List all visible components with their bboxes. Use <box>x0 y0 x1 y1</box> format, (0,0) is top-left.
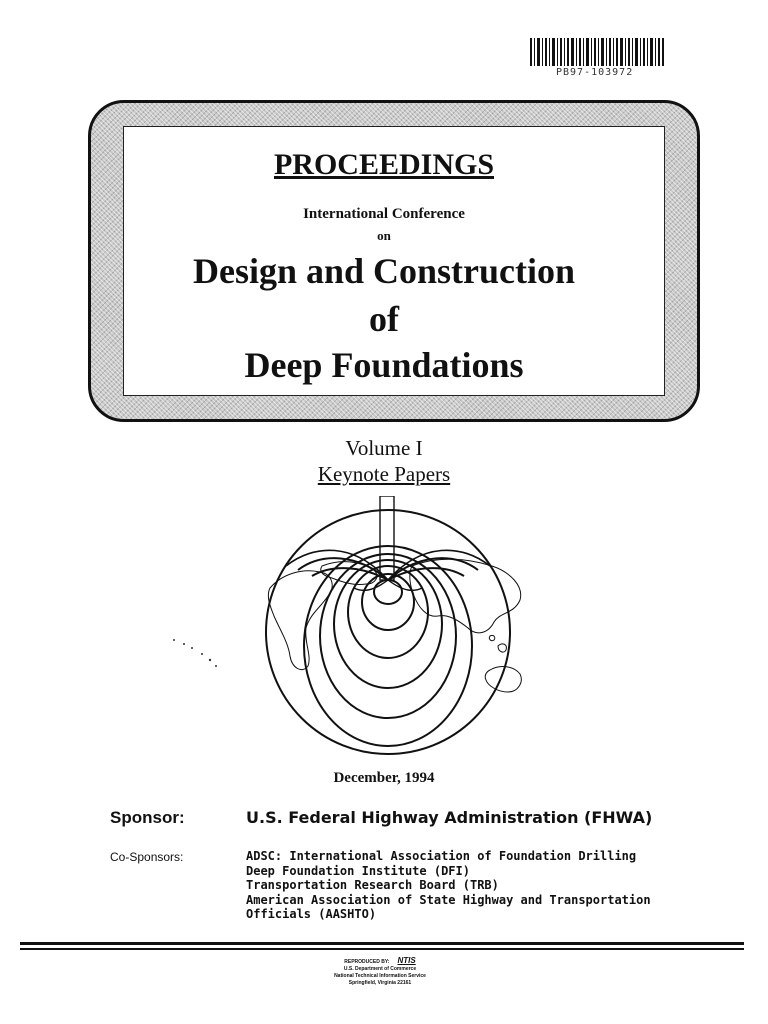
conference-line: International Conference <box>303 206 465 222</box>
title-line-2: of <box>369 299 399 339</box>
footer-rule-thin <box>20 948 744 950</box>
proceedings-heading: PROCEEDINGS <box>273 148 495 181</box>
scan-specks <box>170 636 230 672</box>
co-sponsor-line: American Association of State Highway and Transportation <box>246 892 651 907</box>
barcode-number: PB97-103972 <box>556 67 634 78</box>
co-sponsor-line: Deep Foundation Institute (DFI) <box>246 863 470 878</box>
co-sponsor-line: Officials (AASHTO) <box>246 907 377 921</box>
sponsor-label: Sponsor: <box>110 808 185 827</box>
island-2 <box>489 635 494 640</box>
co-sponsor-line: ADSC: International Association of Foundation Drilling <box>246 849 637 863</box>
reproduced-by-label: REPRODUCED BY: <box>344 959 390 965</box>
reproduction-notice <box>300 957 460 987</box>
title-line-1: Design and Construction <box>192 251 576 291</box>
title-line-3: Deep Foundations <box>244 345 524 385</box>
repro-line-3: Springfield, Virginia 22161 <box>348 980 412 986</box>
co-sponsors-list <box>246 849 651 922</box>
publication-date: December, 1994 <box>333 770 435 786</box>
sponsor-name: U.S. Federal Highway Administration (FHWA) <box>246 808 653 827</box>
island-1 <box>498 644 506 652</box>
ntis-logo: NTIS <box>397 956 416 965</box>
volume-subtitle: Keynote Papers <box>317 462 451 486</box>
volume-number: Volume I <box>345 436 423 460</box>
globe-logo <box>262 496 530 758</box>
barcode <box>530 38 666 66</box>
repro-line-2: National Technical Information Service <box>334 973 426 979</box>
co-sponsor-line: Transportation Research Board (TRB) <box>246 878 499 892</box>
on-line: on <box>377 228 391 243</box>
repro-line-1: U.S. Department of Commerce <box>343 966 417 972</box>
co-sponsors-label: Co-Sponsors: <box>110 850 184 864</box>
footer-rule-thick <box>20 942 744 945</box>
